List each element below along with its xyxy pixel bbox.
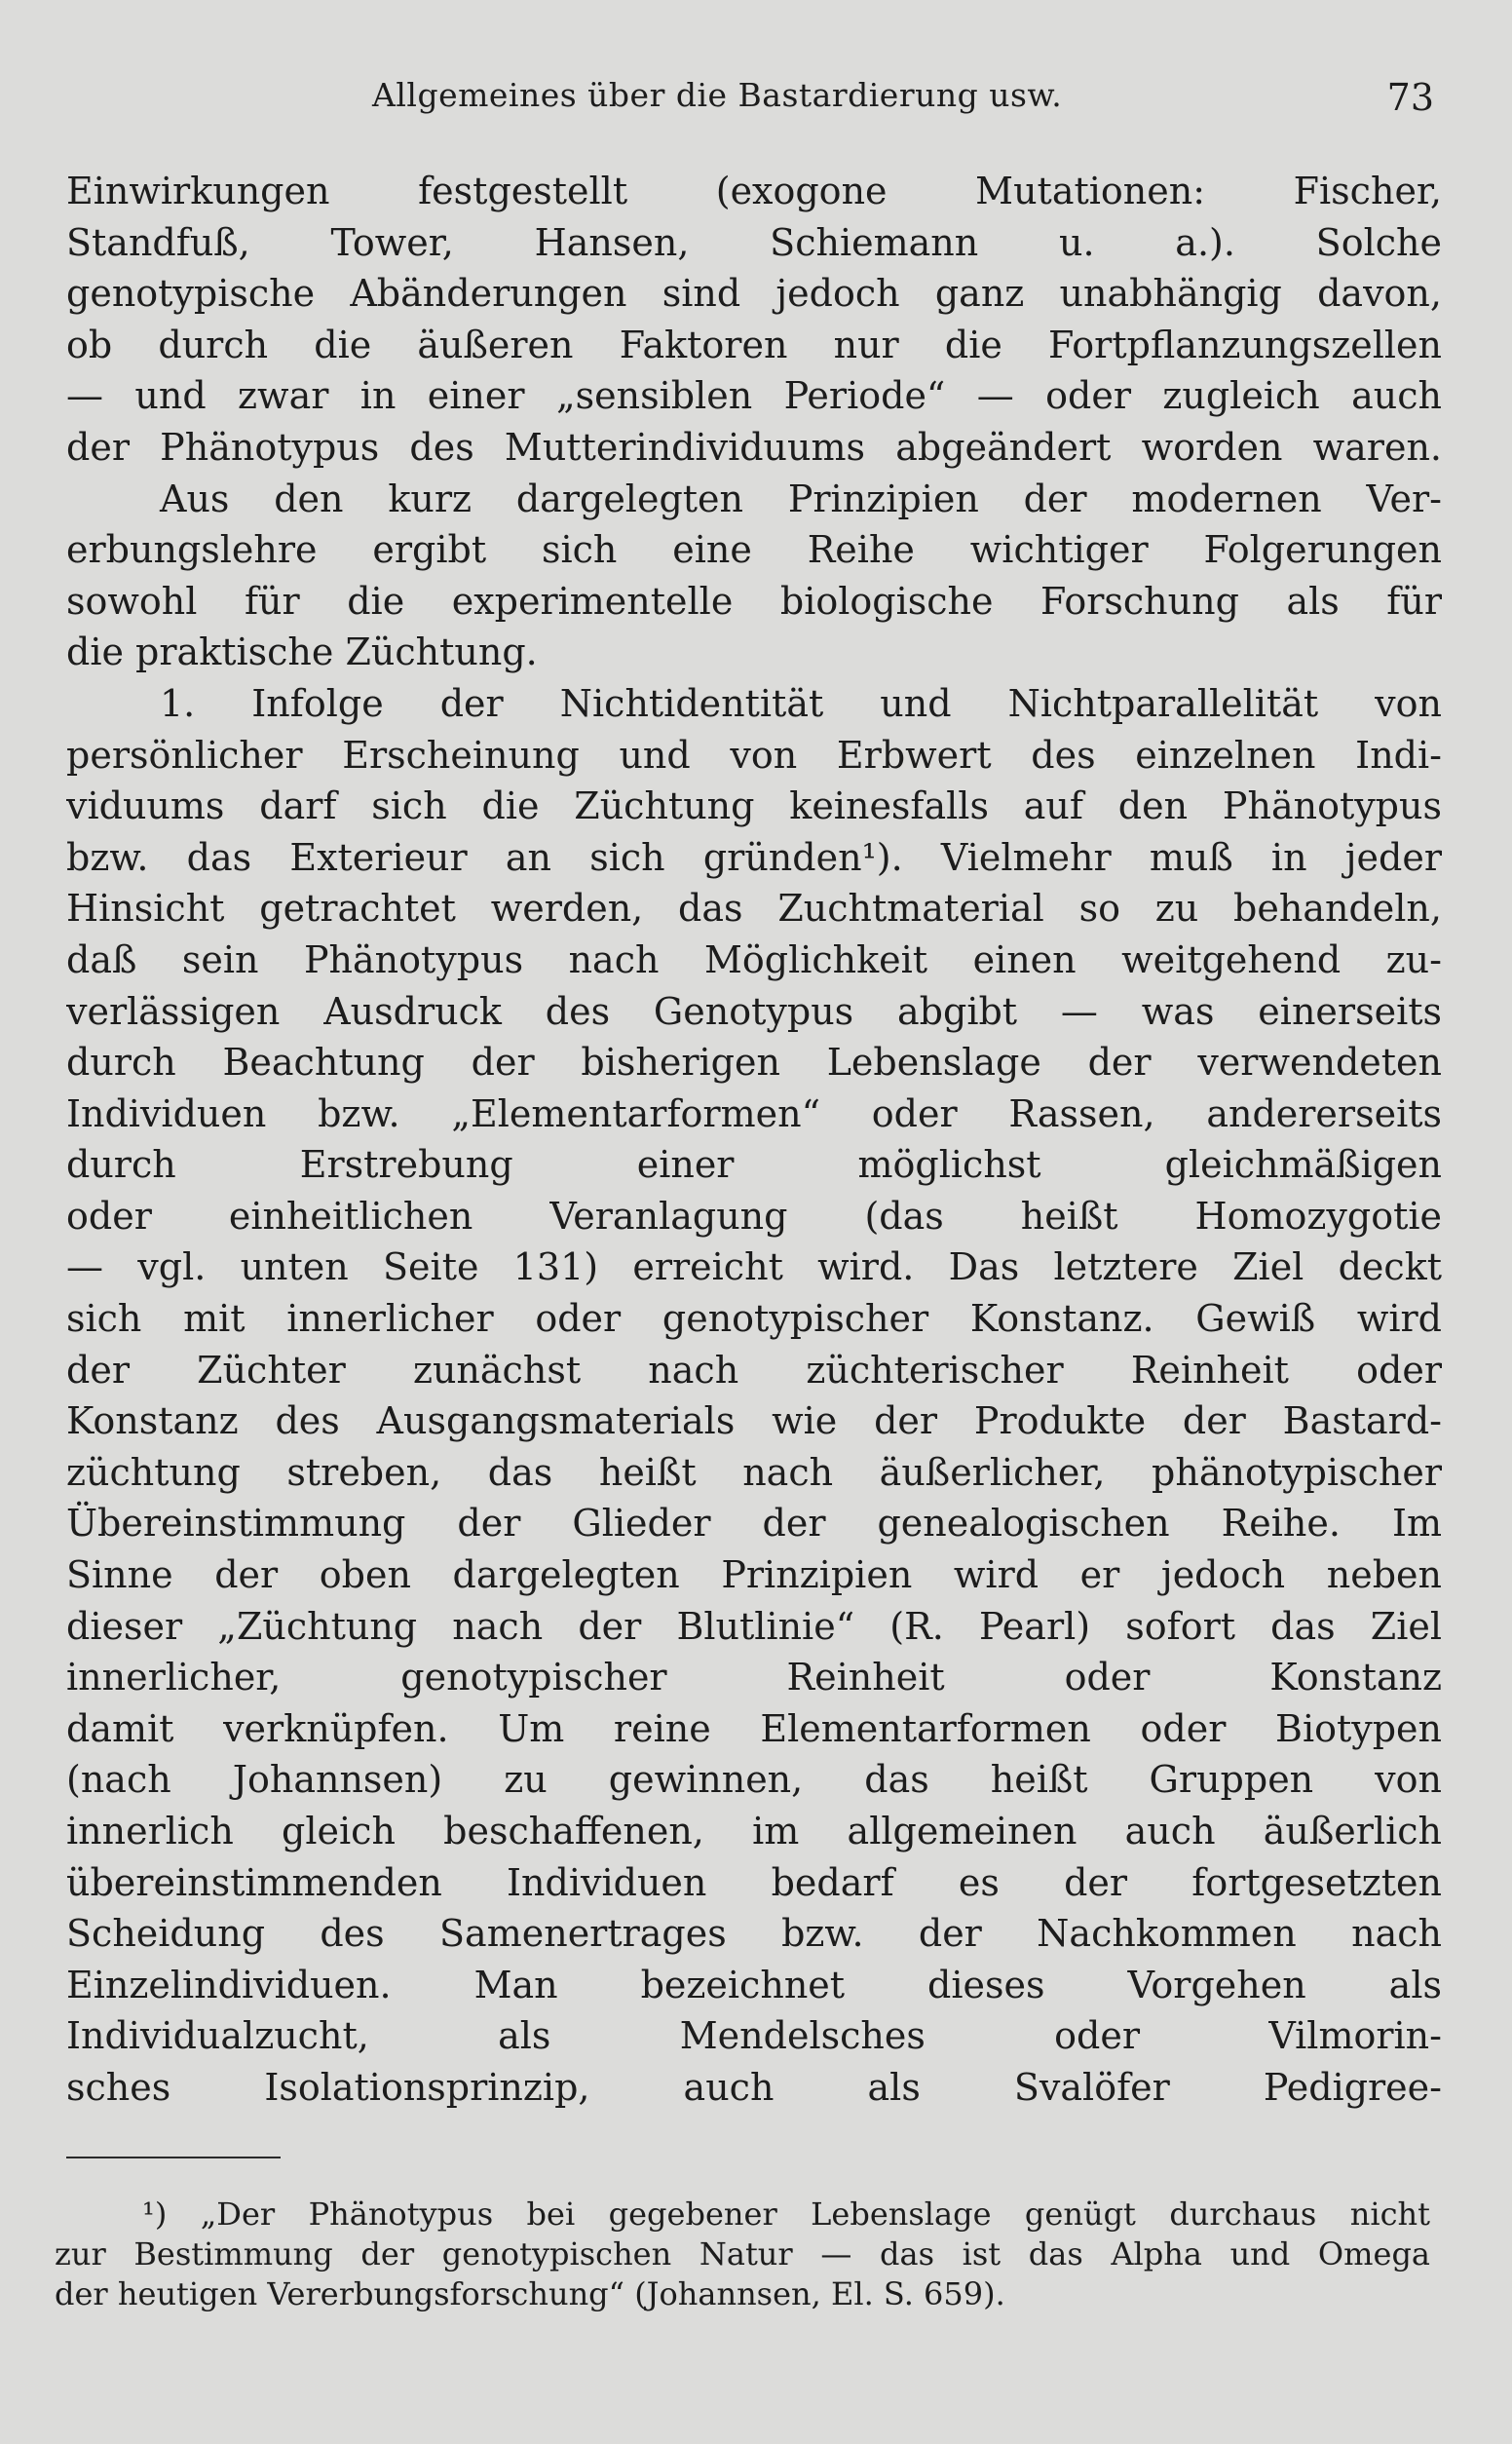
text-line: persönlicher Erscheinung und von Erbwert des einzelnen Indi- bbox=[66, 733, 1442, 777]
text-line: innerlicher, genotypischer Reinheit oder Konstanz bbox=[66, 1656, 1442, 1699]
text-line: Standfuß, Tower, Hansen, Schiemann u. a.). Solche bbox=[66, 220, 1442, 264]
running-head bbox=[0, 70, 1512, 119]
text-line: übereinstimmenden Individuen bedarf es der fortgesetzten bbox=[66, 1860, 1442, 1904]
footnote-line: ¹) „Der Phänotypus bei gegebener Lebenslage genügt durchaus nicht bbox=[142, 2196, 1430, 2233]
text-line: Aus den kurz dargelegten Prinzipien der modernen Ver- bbox=[160, 477, 1442, 520]
text-line: die praktische Züchtung. bbox=[66, 630, 538, 674]
text-line: (nach Johannsen) zu gewinnen, das heißt Gruppen von bbox=[66, 1758, 1442, 1802]
text-line: durch Erstrebung einer möglichst gleichmäßigen bbox=[66, 1143, 1442, 1187]
text-line: verlässigen Ausdruck des Genotypus abgibt — was einerseits bbox=[66, 989, 1442, 1033]
text-line: 1. Infolge der Nichtidentität und Nichtparallelität von bbox=[160, 681, 1442, 725]
footnote bbox=[55, 2195, 1430, 2314]
text-line: Individuen bzw. „Elementarformen“ oder Rassen, andererseits bbox=[66, 1091, 1442, 1135]
page-number: 73 bbox=[1386, 76, 1434, 119]
footnote-line: der heutigen Vererbungsforschung“ (Johannsen, El. S. 659). bbox=[55, 2275, 1005, 2312]
text-line: Hinsicht getrachtet werden, das Zuchtmaterial so zu behandeln, bbox=[66, 887, 1442, 931]
text-line: züchtung streben, das heißt nach äußerlicher, phänotypischer bbox=[66, 1450, 1442, 1494]
text-line: viduums darf sich die Züchtung keinesfalls auf den Phänotypus bbox=[66, 784, 1442, 828]
text-line: damit verknüpfen. Um reine Elementarformen oder Biotypen bbox=[66, 1706, 1442, 1750]
text-line: sowohl für die experimentelle biologische Forschung als für bbox=[66, 579, 1442, 623]
text-line: oder einheitlichen Veranlagung (das heißt Homozygotie bbox=[66, 1194, 1442, 1238]
text-line: Individualzucht, als Mendelsches oder Vilmorin- bbox=[66, 2014, 1442, 2058]
text-line: genotypische Abänderungen sind jedoch ganz unabhängig davon, bbox=[66, 272, 1442, 316]
text-line: durch Beachtung der bisherigen Lebenslage der verwendeten bbox=[66, 1041, 1442, 1085]
text-line: bzw. das Exterieur an sich gründen¹). Vielmehr muß in jeder bbox=[66, 835, 1442, 879]
text-line: erbungslehre ergibt sich eine Reihe wichtiger Folgerungen bbox=[66, 528, 1442, 572]
text-line: — vgl. unten Seite 131) erreicht wird. Das letztere Ziel deckt bbox=[66, 1245, 1442, 1289]
text-line: Konstanz des Ausgangsmaterials wie der Produkte der Bastard- bbox=[66, 1399, 1442, 1443]
text-line: Übereinstimmung der Glieder der genealogischen Reihe. Im bbox=[66, 1502, 1442, 1546]
text-line: dieser „Züchtung nach der Blutlinie“ (R. Pearl) sofort das Ziel bbox=[66, 1604, 1442, 1648]
footnote-line: zur Bestimmung der genotypischen Natur — das ist das Alpha und Omega bbox=[55, 2235, 1430, 2272]
text-line: Einzelindividuen. Man bezeichnet dieses Vorgehen als bbox=[66, 1963, 1442, 2006]
footnote-divider bbox=[66, 2157, 281, 2158]
text-line: daß sein Phänotypus nach Möglichkeit einen weitgehend zu- bbox=[66, 937, 1442, 981]
text-line: der Phänotypus des Mutterindividuums abgeändert worden waren. bbox=[66, 425, 1442, 469]
text-line: Scheidung des Samenertrages bzw. der Nachkommen nach bbox=[66, 1912, 1442, 1956]
text-line: — und zwar in einer „sensiblen Periode“ — oder zugleich auch bbox=[66, 374, 1442, 418]
text-line: sches Isolationsprinzip, auch als Svalöfer Pedigree- bbox=[66, 2065, 1442, 2109]
text-line: innerlich gleich beschaffenen, im allgemeinen auch äußerlich bbox=[66, 1810, 1442, 1852]
running-title: Allgemeines über die Bastardierung usw. bbox=[372, 76, 1063, 114]
text-line: Sinne der oben dargelegten Prinzipien wird er jedoch neben bbox=[66, 1553, 1442, 1597]
text-line: der Züchter zunächst nach züchterischer Reinheit oder bbox=[66, 1348, 1442, 1392]
body-text bbox=[66, 166, 1442, 2114]
text-line: ob durch die äußeren Faktoren nur die Fortpflanzungszellen bbox=[66, 323, 1442, 366]
text-line: sich mit innerlicher oder genotypischer Konstanz. Gewiß wird bbox=[66, 1297, 1442, 1341]
text-line: Einwirkungen festgestellt (exogone Mutationen: Fischer, bbox=[66, 170, 1442, 212]
